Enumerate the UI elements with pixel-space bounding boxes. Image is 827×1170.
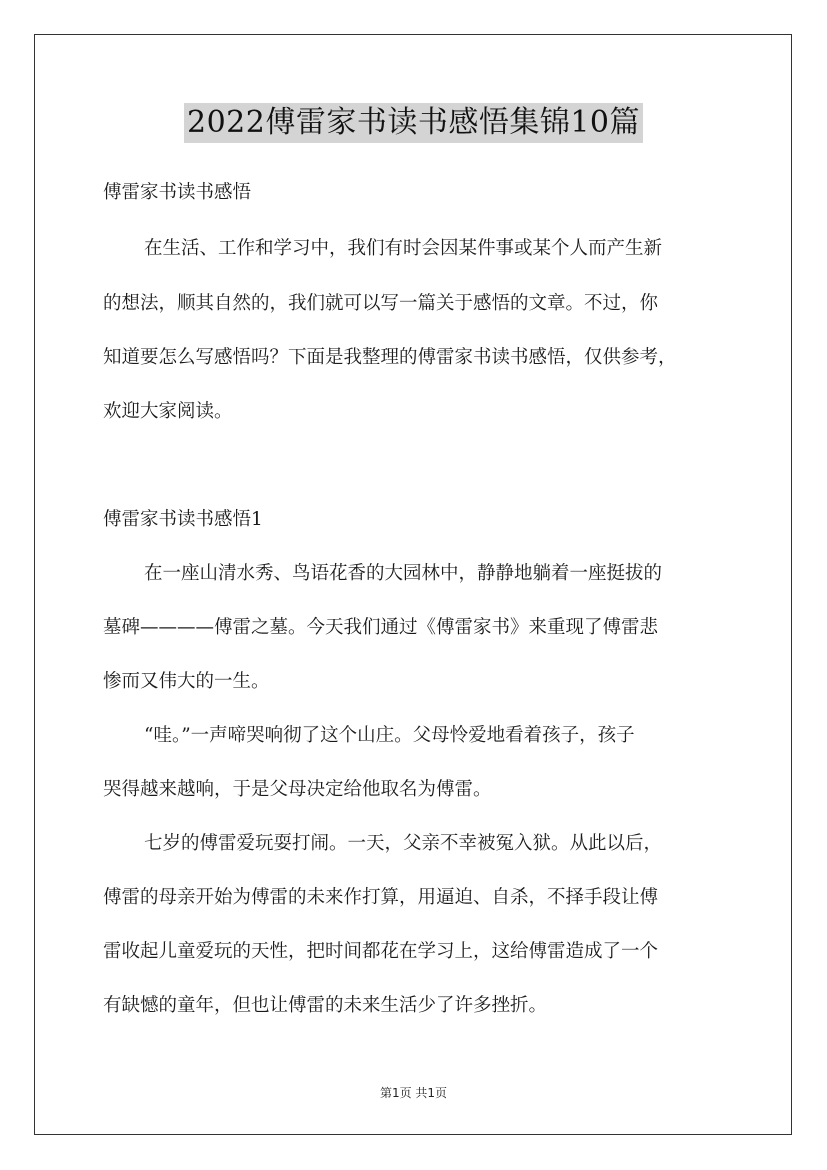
para2-line-1: “哇。”一声啼哭响彻了这个山庄。父母怜爱地看着孩子，孩子 <box>144 725 635 746</box>
page-footer: 第1页 共1页 <box>379 1086 448 1100</box>
para3-line-1: 七岁的傅雷爱玩耍打闹。一天，父亲不幸被冤入狱。从此以后， <box>144 833 663 854</box>
intro-line-4: 欢迎大家阅读。 <box>103 401 233 422</box>
para2-line-2: 哭得越来越响，于是父母决定给他取名为傅雷。 <box>103 779 492 800</box>
intro-line-1: 在生活、工作和学习中，我们有时会因某件事或某个人而产生新 <box>144 238 663 259</box>
intro-heading: 傅雷家书读书感悟 <box>103 182 252 203</box>
title-container <box>0 103 827 143</box>
para3-line-4: 有缺憾的童年，但也让傅雷的未来生活少了许多挫折。 <box>103 995 548 1016</box>
para3-line-3: 雷收起儿童爱玩的天性，把时间都花在学习上，这给傅雷造成了一个 <box>103 941 659 962</box>
para1-line-2: 墓碑————傅雷之墓。今天我们通过《傅雷家书》来重现了傅雷悲 <box>103 617 659 638</box>
document-title: 2022傅雷家书读书感悟集锦10篇 <box>184 103 643 143</box>
para3-line-2: 傅雷的母亲开始为傅雷的未来作打算，用逼迫、自杀，不择手段让傅 <box>103 887 659 908</box>
intro-line-2: 的想法，顺其自然的，我们就可以写一篇关于感悟的文章。不过，你 <box>103 293 659 314</box>
para1-line-3: 惨而又伟大的一生。 <box>103 671 270 692</box>
para1-line-1: 在一座山清水秀、鸟语花香的大园林中，静静地躺着一座挺拔的 <box>144 563 663 584</box>
section1-heading: 傅雷家书读书感悟1 <box>103 509 263 530</box>
intro-line-3: 知道要怎么写感悟吗？下面是我整理的傅雷家书读书感悟，仅供参考， <box>103 347 677 368</box>
